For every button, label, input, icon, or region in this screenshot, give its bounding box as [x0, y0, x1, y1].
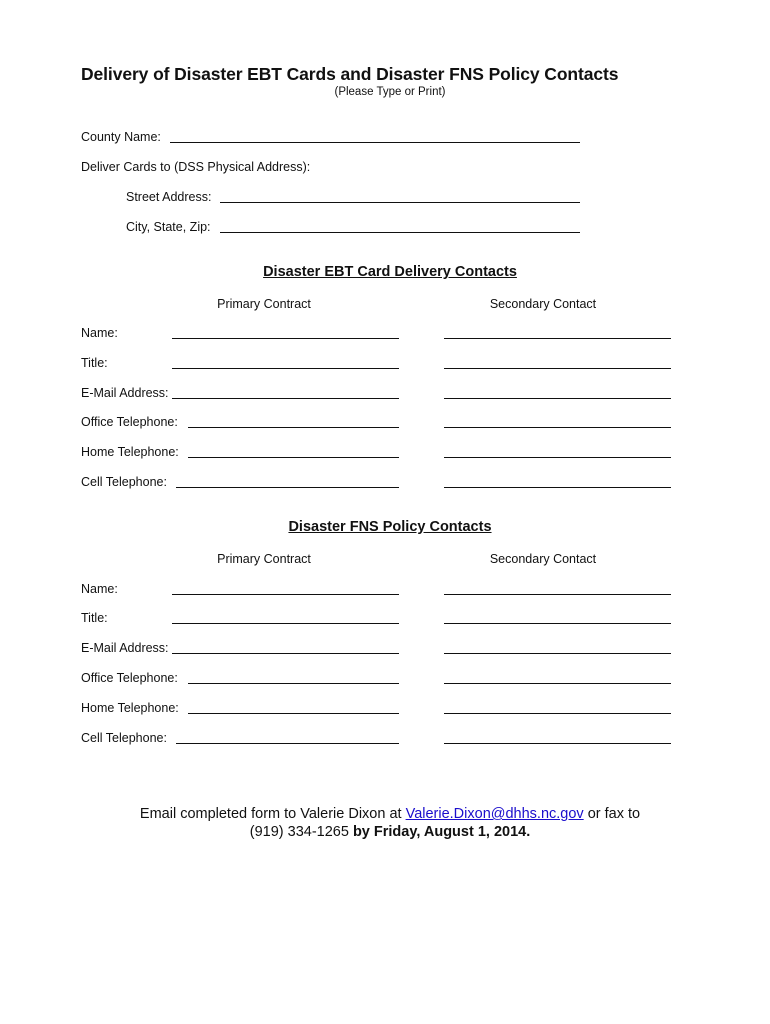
- fns-primary-column-header: Primary Contract: [217, 552, 311, 566]
- fns-secondary-email-field[interactable]: [444, 653, 671, 654]
- ebt-cell-telephone-label: Cell Telephone:: [81, 475, 167, 489]
- ebt-secondary-email-field[interactable]: [444, 398, 671, 399]
- footer-text-before: Email completed form to Valerie Dixon at: [139, 806, 406, 822]
- fns-secondary-cell-telephone-field[interactable]: [444, 743, 671, 744]
- fns-name-label: Name:: [81, 582, 118, 596]
- fns-secondary-column-header: Secondary Contact: [489, 552, 597, 566]
- ebt-primary-email-field[interactable]: [172, 398, 399, 399]
- ebt-section-heading: Disaster EBT Card Delivery Contacts: [263, 264, 517, 280]
- fns-cell-telephone-label: Cell Telephone:: [81, 731, 167, 745]
- ebt-primary-column-header: Primary Contract: [217, 297, 311, 311]
- city-state-zip-label: City, State, Zip:: [126, 220, 211, 234]
- ebt-home-telephone-label: Home Telephone:: [81, 445, 179, 459]
- ebt-email-label: E-Mail Address:: [81, 386, 169, 400]
- footer-text-after: or fax to: [583, 806, 641, 822]
- ebt-title-label: Title:: [81, 356, 108, 370]
- fns-secondary-home-telephone-field[interactable]: [444, 713, 671, 714]
- ebt-primary-home-telephone-field[interactable]: [188, 457, 399, 458]
- ebt-office-telephone-label: Office Telephone:: [81, 415, 178, 429]
- fns-title-label: Title:: [81, 611, 108, 625]
- deliver-cards-label: Deliver Cards to (DSS Physical Address):: [81, 160, 311, 174]
- ebt-primary-cell-telephone-field[interactable]: [176, 487, 399, 488]
- ebt-secondary-office-telephone-field[interactable]: [444, 427, 671, 428]
- fns-primary-title-field[interactable]: [172, 623, 399, 624]
- fns-primary-cell-telephone-field[interactable]: [176, 743, 399, 744]
- page-title-text: Delivery of Disaster EBT Cards and Disaster FNS Policy Contacts: [81, 64, 619, 84]
- county-name-field[interactable]: [170, 142, 580, 143]
- fns-secondary-title-field[interactable]: [444, 623, 671, 624]
- footer-line-1: [0, 805, 770, 823]
- fns-office-telephone-label: Office Telephone:: [81, 671, 178, 685]
- street-address-label: Street Address:: [126, 190, 212, 204]
- fns-secondary-office-telephone-field[interactable]: [444, 683, 671, 684]
- ebt-secondary-home-telephone-field[interactable]: [444, 457, 671, 458]
- fns-primary-name-field[interactable]: [172, 594, 399, 595]
- page-subtitle: (Please Type or Print): [334, 86, 446, 98]
- contact-email-link[interactable]: Valerie.Dixon@dhhs.nc.gov: [405, 806, 584, 822]
- ebt-secondary-name-field[interactable]: [444, 338, 671, 339]
- county-name-label: County Name:: [81, 130, 161, 144]
- ebt-primary-office-telephone-field[interactable]: [188, 427, 399, 428]
- ebt-secondary-column-header: Secondary Contact: [489, 297, 597, 311]
- fns-email-label: E-Mail Address:: [81, 641, 169, 655]
- deadline-text: by Friday, August 1, 2014.: [352, 824, 531, 840]
- fns-home-telephone-label: Home Telephone:: [81, 701, 179, 715]
- ebt-secondary-title-field[interactable]: [444, 368, 671, 369]
- ebt-secondary-cell-telephone-field[interactable]: [444, 487, 671, 488]
- street-address-field[interactable]: [220, 202, 580, 203]
- fns-primary-office-telephone-field[interactable]: [188, 683, 399, 684]
- city-state-zip-field[interactable]: [220, 232, 580, 233]
- ebt-primary-title-field[interactable]: [172, 368, 399, 369]
- fns-secondary-name-field[interactable]: [444, 594, 671, 595]
- fns-primary-home-telephone-field[interactable]: [188, 713, 399, 714]
- footer-instructions: [0, 805, 770, 841]
- footer-line-2: [0, 823, 770, 841]
- fns-section-heading: Disaster FNS Policy Contacts: [288, 519, 492, 535]
- ebt-name-label: Name:: [81, 326, 118, 340]
- ebt-primary-name-field[interactable]: [172, 338, 399, 339]
- fns-primary-email-field[interactable]: [172, 653, 399, 654]
- fax-number: (919) 334-1265: [249, 824, 353, 840]
